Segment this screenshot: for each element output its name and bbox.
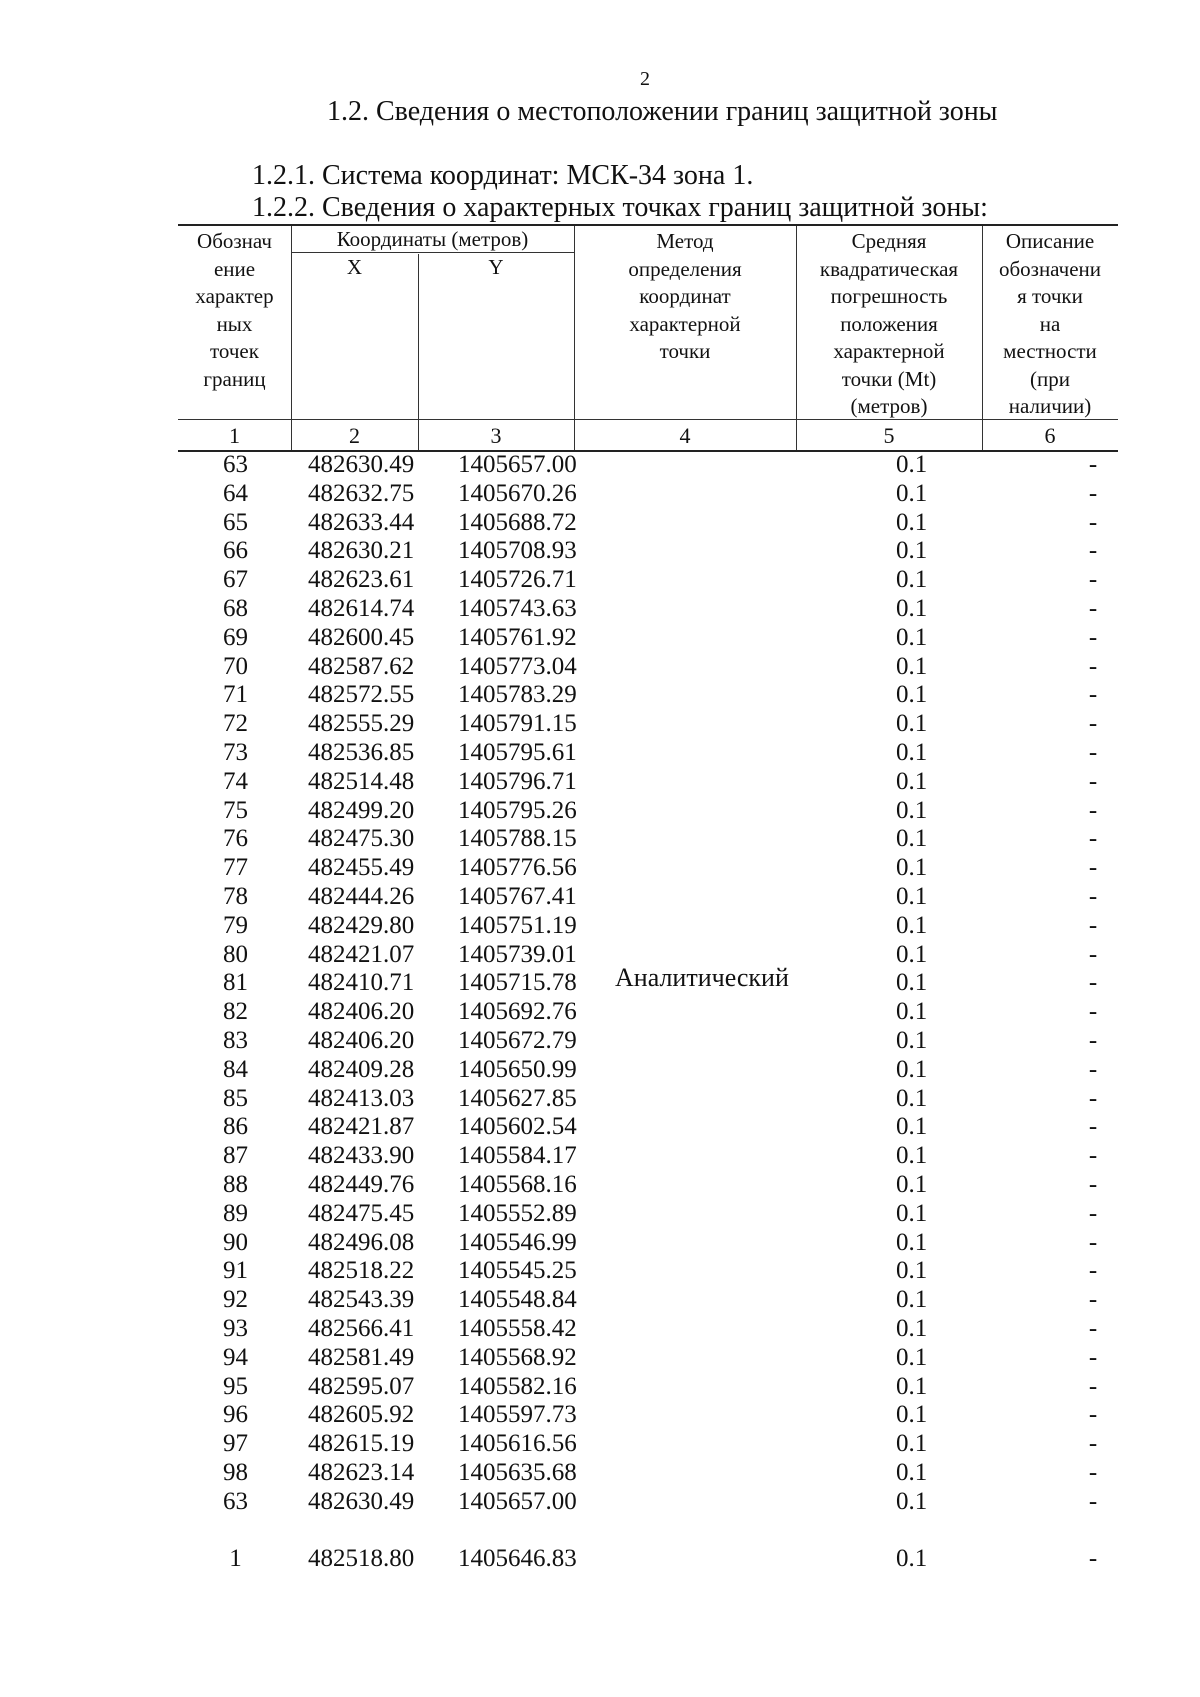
error-value: 0.1 — [896, 653, 928, 680]
table-row — [178, 1343, 1118, 1372]
table-row — [178, 479, 1118, 508]
description-value: - — [1088, 624, 1098, 651]
point-number: 90 — [223, 1229, 248, 1256]
description-value: - — [1088, 1200, 1098, 1227]
point-number: 87 — [223, 1142, 248, 1169]
x-coordinate: 482409.28 — [308, 1056, 415, 1083]
x-coordinate: 482406.20 — [308, 998, 415, 1025]
x-coordinate: 482413.03 — [308, 1085, 415, 1112]
y-coordinate: 1405546.99 — [458, 1229, 577, 1256]
error-value: 0.1 — [896, 595, 928, 622]
description-value: - — [1088, 595, 1098, 622]
error-value: 0.1 — [896, 1315, 928, 1342]
y-coordinate: 1405688.72 — [458, 509, 577, 536]
error-value: 0.1 — [896, 1085, 928, 1112]
description-value: - — [1088, 681, 1098, 708]
error-value: 0.1 — [896, 480, 928, 507]
y-coordinate: 1405751.19 — [458, 912, 577, 939]
column-number: 6 — [1044, 423, 1056, 448]
y-coordinate: 1405715.78 — [458, 969, 577, 996]
table-row — [178, 1372, 1118, 1401]
error-value: 0.1 — [896, 883, 928, 910]
description-value: - — [1088, 1229, 1098, 1256]
table-row — [178, 853, 1118, 882]
description-value: - — [1088, 1344, 1098, 1371]
table-row — [178, 796, 1118, 825]
x-coordinate: 482605.92 — [308, 1401, 415, 1428]
point-number: 72 — [223, 710, 248, 737]
point-number: 80 — [223, 941, 248, 968]
x-coordinate: 482455.49 — [308, 854, 415, 881]
point-number: 79 — [223, 912, 248, 939]
description-value: - — [1088, 1286, 1098, 1313]
description-value: - — [1088, 480, 1098, 507]
description-value: - — [1088, 1545, 1098, 1572]
description-value: - — [1088, 1373, 1098, 1400]
error-value: 0.1 — [896, 624, 928, 651]
description-value: - — [1088, 768, 1098, 795]
y-coordinate: 1405635.68 — [458, 1459, 577, 1486]
y-coordinate: 1405627.85 — [458, 1085, 577, 1112]
point-number: 71 — [223, 681, 248, 708]
y-coordinate: 1405552.89 — [458, 1200, 577, 1227]
y-coordinate: 1405788.15 — [458, 825, 577, 852]
description-value: - — [1088, 537, 1098, 564]
error-value: 0.1 — [896, 1430, 928, 1457]
description-value: - — [1088, 825, 1098, 852]
point-number: 91 — [223, 1257, 248, 1284]
table-row — [178, 652, 1118, 681]
table-row — [178, 623, 1118, 652]
error-value: 0.1 — [896, 451, 928, 478]
point-number: 93 — [223, 1315, 248, 1342]
point-number: 81 — [223, 969, 248, 996]
table-row — [178, 882, 1118, 911]
table-row — [178, 1199, 1118, 1228]
y-coordinate: 1405646.83 — [458, 1545, 577, 1572]
error-value: 0.1 — [896, 1401, 928, 1428]
table-row — [178, 450, 1118, 479]
y-coordinate: 1405791.15 — [458, 710, 577, 737]
point-number: 82 — [223, 998, 248, 1025]
page-number: 2 — [640, 68, 650, 90]
point-number: 73 — [223, 739, 248, 766]
x-coordinate: 482623.61 — [308, 566, 415, 593]
y-coordinate: 1405558.42 — [458, 1315, 577, 1342]
x-coordinate: 482632.75 — [308, 480, 415, 507]
point-number: 63 — [223, 451, 248, 478]
point-number: 74 — [223, 768, 248, 795]
point-number: 85 — [223, 1085, 248, 1112]
description-value: - — [1088, 883, 1098, 910]
point-number: 64 — [223, 480, 248, 507]
description-value: - — [1088, 998, 1098, 1025]
error-value: 0.1 — [896, 1229, 928, 1256]
point-number: 94 — [223, 1344, 248, 1371]
header-y: Y — [488, 255, 504, 279]
y-coordinate: 1405796.71 — [458, 768, 577, 795]
point-number: 97 — [223, 1430, 248, 1457]
column-number: 3 — [490, 423, 502, 448]
description-value: - — [1088, 797, 1098, 824]
x-coordinate: 482543.39 — [308, 1286, 415, 1313]
x-coordinate: 482587.62 — [308, 653, 415, 680]
header-x: X — [346, 255, 363, 279]
y-coordinate: 1405773.04 — [458, 653, 577, 680]
error-value: 0.1 — [896, 998, 928, 1025]
x-coordinate: 482536.85 — [308, 739, 415, 766]
description-value: - — [1088, 912, 1098, 939]
table-row — [178, 1170, 1118, 1199]
description-value: - — [1088, 451, 1098, 478]
x-coordinate: 482518.80 — [308, 1545, 415, 1572]
error-value: 0.1 — [896, 768, 928, 795]
table-row — [178, 1026, 1118, 1055]
error-value: 0.1 — [896, 1373, 928, 1400]
table-row — [178, 1314, 1118, 1343]
point-number: 89 — [223, 1200, 248, 1227]
y-coordinate: 1405584.17 — [458, 1142, 577, 1169]
header-coordinates: Координаты (метров) — [336, 227, 529, 251]
point-number: 69 — [223, 624, 248, 651]
error-value: 0.1 — [896, 739, 928, 766]
table-row — [178, 738, 1118, 767]
error-value: 0.1 — [896, 509, 928, 536]
description-value: - — [1088, 653, 1098, 680]
description-value: - — [1088, 1315, 1098, 1342]
point-number: 66 — [223, 537, 248, 564]
x-coordinate: 482496.08 — [308, 1229, 415, 1256]
x-coordinate: 482518.22 — [308, 1257, 415, 1284]
y-coordinate: 1405783.29 — [458, 681, 577, 708]
error-value: 0.1 — [896, 941, 928, 968]
y-coordinate: 1405545.25 — [458, 1257, 577, 1284]
x-coordinate: 482630.49 — [308, 1488, 415, 1515]
error-value: 0.1 — [896, 1171, 928, 1198]
x-coordinate: 482615.19 — [308, 1430, 415, 1457]
header-designation: Обознач ение характер ных точек границ — [195, 229, 274, 391]
header-description: Описание обозначени я точки на местности (при наличии) — [998, 229, 1102, 418]
y-coordinate: 1405692.76 — [458, 998, 577, 1025]
table-row — [178, 508, 1118, 537]
table-row — [178, 767, 1118, 796]
error-value: 0.1 — [896, 710, 928, 737]
y-coordinate: 1405767.41 — [458, 883, 577, 910]
y-coordinate: 1405795.26 — [458, 797, 577, 824]
error-value: 0.1 — [896, 537, 928, 564]
point-number: 65 — [223, 509, 248, 536]
col-divider — [418, 254, 419, 450]
section-title: 1.2. Сведения о местоположении границ защитной зоны — [327, 96, 998, 127]
y-coordinate: 1405708.93 — [458, 537, 577, 564]
description-value: - — [1088, 1027, 1098, 1054]
description-value: - — [1088, 710, 1098, 737]
description-value: - — [1088, 1430, 1098, 1457]
description-value: - — [1088, 1257, 1098, 1284]
y-coordinate: 1405568.92 — [458, 1344, 577, 1371]
header-method: Метод определения координат характерной точки — [628, 229, 742, 363]
description-value: - — [1088, 509, 1098, 536]
x-coordinate: 482410.71 — [308, 969, 415, 996]
error-value: 0.1 — [896, 1459, 928, 1486]
point-number: 68 — [223, 595, 248, 622]
error-value: 0.1 — [896, 797, 928, 824]
error-value: 0.1 — [896, 1142, 928, 1169]
y-coordinate: 1405776.56 — [458, 854, 577, 881]
description-value: - — [1088, 969, 1098, 996]
y-coordinate: 1405616.56 — [458, 1430, 577, 1457]
table-row — [178, 680, 1118, 709]
error-value: 0.1 — [896, 1344, 928, 1371]
error-value: 0.1 — [896, 681, 928, 708]
x-coordinate: 482581.49 — [308, 1344, 415, 1371]
point-number: 78 — [223, 883, 248, 910]
point-number: 98 — [223, 1459, 248, 1486]
error-value: 0.1 — [896, 1056, 928, 1083]
error-value: 0.1 — [896, 969, 928, 996]
x-coordinate: 482429.80 — [308, 912, 415, 939]
x-coordinate: 482566.41 — [308, 1315, 415, 1342]
point-number: 95 — [223, 1373, 248, 1400]
table-header — [178, 224, 1118, 452]
table-row — [178, 594, 1118, 623]
y-coordinate: 1405743.63 — [458, 595, 577, 622]
y-coordinate: 1405672.79 — [458, 1027, 577, 1054]
table-row — [178, 1055, 1118, 1084]
table-row — [178, 536, 1118, 565]
point-number: 83 — [223, 1027, 248, 1054]
point-number: 67 — [223, 566, 248, 593]
table-row — [178, 911, 1118, 940]
description-value: - — [1088, 854, 1098, 881]
column-number: 5 — [883, 423, 895, 448]
table-row — [178, 1487, 1118, 1516]
x-coordinate: 482555.29 — [308, 710, 415, 737]
table-row — [178, 1256, 1118, 1285]
description-value: - — [1088, 739, 1098, 766]
table-row — [178, 1400, 1118, 1429]
point-number: 63 — [223, 1488, 248, 1515]
table-row — [178, 1112, 1118, 1141]
description-value: - — [1088, 566, 1098, 593]
x-coordinate: 482595.07 — [308, 1373, 415, 1400]
method-value: Аналитический — [615, 963, 789, 992]
table-row — [178, 565, 1118, 594]
point-number: 1 — [229, 1545, 242, 1572]
y-coordinate: 1405726.71 — [458, 566, 577, 593]
point-number: 77 — [223, 854, 248, 881]
y-coordinate: 1405739.01 — [458, 941, 577, 968]
error-value: 0.1 — [896, 1488, 928, 1515]
y-coordinate: 1405582.16 — [458, 1373, 577, 1400]
x-coordinate: 482449.76 — [308, 1171, 415, 1198]
error-value: 0.1 — [896, 1027, 928, 1054]
error-value: 0.1 — [896, 912, 928, 939]
error-value: 0.1 — [896, 854, 928, 881]
error-value: 0.1 — [896, 1286, 928, 1313]
description-value: - — [1088, 1459, 1098, 1486]
error-value: 0.1 — [896, 1545, 928, 1572]
table-row — [178, 1458, 1118, 1487]
table-row — [178, 997, 1118, 1026]
point-number: 92 — [223, 1286, 248, 1313]
x-coordinate: 482475.30 — [308, 825, 415, 852]
description-value: - — [1088, 1401, 1098, 1428]
x-coordinate: 482406.20 — [308, 1027, 415, 1054]
coordinate-system-line: 1.2.1. Система координат: МСК-34 зона 1. — [252, 160, 754, 191]
description-value: - — [1088, 1085, 1098, 1112]
point-number: 86 — [223, 1113, 248, 1140]
y-coordinate: 1405795.61 — [458, 739, 577, 766]
x-coordinate: 482633.44 — [308, 509, 415, 536]
point-number: 70 — [223, 653, 248, 680]
header-error: Средняя квадратическая погрешность положения характерной точки (Mt) (метров) — [819, 229, 959, 418]
table-row — [178, 1544, 1118, 1573]
table-row — [178, 1285, 1118, 1314]
description-value: - — [1088, 941, 1098, 968]
y-coordinate: 1405761.92 — [458, 624, 577, 651]
x-coordinate: 482475.45 — [308, 1200, 415, 1227]
error-value: 0.1 — [896, 1200, 928, 1227]
x-coordinate: 482433.90 — [308, 1142, 415, 1169]
x-coordinate: 482444.26 — [308, 883, 415, 910]
x-coordinate: 482630.21 — [308, 537, 415, 564]
x-coordinate: 482499.20 — [308, 797, 415, 824]
error-value: 0.1 — [896, 1113, 928, 1140]
column-number: 4 — [679, 423, 691, 448]
column-number: 1 — [229, 423, 240, 448]
y-coordinate: 1405657.00 — [458, 1488, 577, 1515]
y-coordinate: 1405602.54 — [458, 1113, 577, 1140]
points-title: 1.2.2. Сведения о характерных точках границ защитной зоны: — [252, 192, 988, 223]
y-coordinate: 1405650.99 — [458, 1056, 577, 1083]
x-coordinate: 482614.74 — [308, 595, 415, 622]
column-number: 2 — [349, 423, 360, 448]
x-coordinate: 482421.07 — [308, 941, 415, 968]
description-value: - — [1088, 1056, 1098, 1083]
point-number: 75 — [223, 797, 248, 824]
table-row — [178, 709, 1118, 738]
table-row — [178, 1429, 1118, 1458]
point-number: 84 — [223, 1056, 248, 1083]
x-coordinate: 482514.48 — [308, 768, 415, 795]
point-number: 76 — [223, 825, 248, 852]
y-coordinate: 1405670.26 — [458, 480, 577, 507]
point-number: 88 — [223, 1171, 248, 1198]
error-value: 0.1 — [896, 825, 928, 852]
x-coordinate: 482421.87 — [308, 1113, 415, 1140]
x-coordinate: 482623.14 — [308, 1459, 415, 1486]
description-value: - — [1088, 1171, 1098, 1198]
description-value: - — [1088, 1142, 1098, 1169]
point-number: 96 — [223, 1401, 248, 1428]
y-coordinate: 1405657.00 — [458, 451, 577, 478]
error-value: 0.1 — [896, 1257, 928, 1284]
x-coordinate: 482572.55 — [308, 681, 415, 708]
table-row — [178, 824, 1118, 853]
y-coordinate: 1405548.84 — [458, 1286, 577, 1313]
description-value: - — [1088, 1113, 1098, 1140]
x-coordinate: 482630.49 — [308, 451, 415, 478]
y-coordinate: 1405568.16 — [458, 1171, 577, 1198]
x-coordinate: 482600.45 — [308, 624, 415, 651]
table-row — [178, 1141, 1118, 1170]
table-row — [178, 1084, 1118, 1113]
error-value: 0.1 — [896, 566, 928, 593]
table-row — [178, 1228, 1118, 1257]
y-coordinate: 1405597.73 — [458, 1401, 577, 1428]
description-value: - — [1088, 1488, 1098, 1515]
